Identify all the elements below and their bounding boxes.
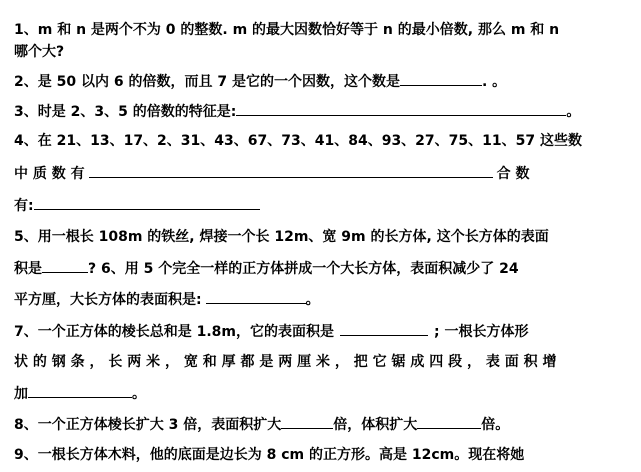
question-6-answer-blank[interactable] [206, 289, 306, 304]
question-7-text-cont: ; 一根长方体形 [434, 324, 529, 340]
question-4-line-3 [14, 195, 260, 216]
question-9-text: 9、一根长方体木料，他的底面是边长为 8 cm 的正方形。高是 12cm。现在将她 [14, 447, 525, 463]
question-7-increase-blank[interactable] [28, 383, 132, 398]
question-7-line-2 [14, 352, 556, 372]
question-5-line-1 [14, 227, 549, 247]
question-2-end: . 。 [481, 74, 507, 90]
question-6-end: 。 [305, 292, 320, 308]
question-7-line-1 [14, 321, 529, 342]
question-7-text-line-3: 加 [14, 386, 28, 402]
question-4-line-1 [14, 131, 582, 151]
question-8-volume-blank[interactable] [417, 414, 481, 429]
question-4-prime-blank[interactable] [89, 163, 493, 178]
question-7-text-line-2: 状 的 钢 条 ， 长 两 米 ， 宽 和 厚 都 是 两 厘 米 ， 把 它 锯 成 四 段 ， 表 面 积 增 [14, 354, 557, 370]
question-5-line-2 [14, 258, 519, 279]
question-4-composite-label: 合 数 [496, 166, 530, 182]
question-5-answer-blank[interactable] [42, 258, 88, 273]
question-6-text: ? 6、用 5 个完全一样的正方体拼成一个大长方体，表面积减少了 24 [88, 261, 519, 277]
question-4-composite-blank[interactable] [34, 195, 260, 210]
question-2-text: 2、是 50 以内 6 的倍数，而且 7 是它的一个因数，这个数是 [14, 74, 400, 90]
question-1-text: 1、m 和 n 是两个不为 0 的整数. m 的最大因数恰好等于 n 的最小倍数, 那么 m 和 n [14, 22, 560, 38]
question-4-text: 4、在 21、13、17、2、31、43、67、73、41、84、93、27、75、11、57 这些数 [14, 133, 582, 149]
question-3-answer-blank[interactable] [236, 101, 566, 116]
question-4-composite-label-cont: 有: [14, 198, 34, 214]
question-3-line [14, 101, 580, 122]
question-1-line-1 [14, 20, 559, 40]
question-8-text: 8、一个正方体棱长扩大 3 倍，表面积扩大 [14, 417, 282, 433]
question-6-line-2 [14, 289, 320, 310]
question-8-area-blank[interactable] [281, 414, 333, 429]
question-7-area-blank[interactable] [340, 321, 428, 336]
question-5-text-cont: 积是 [14, 261, 42, 277]
question-7-end: 。 [132, 386, 146, 402]
question-4-line-2 [14, 163, 530, 184]
question-8-text-cont: 倍，体积扩大 [333, 417, 418, 433]
question-8-end: 倍。 [481, 417, 510, 433]
question-9-line [14, 445, 524, 465]
question-8-line [14, 414, 509, 435]
question-1-line-2 [14, 42, 64, 62]
question-1-text-cont: 哪个大? [14, 44, 65, 60]
question-3-end: 。 [566, 104, 581, 120]
question-7-line-3 [14, 383, 146, 404]
question-6-text-cont: 平方厘，大长方体的表面积是: [14, 292, 202, 308]
question-2-line [14, 71, 506, 92]
question-3-text: 3、时是 2、3、5 的倍数的特征是: [14, 104, 237, 120]
question-5-text: 5、用一根长 108m 的铁丝, 焊接一个长 12m、宽 9m 的长方体, 这个长方体的表面 [14, 229, 549, 245]
question-4-prime-label: 中 质 数 有 [14, 166, 85, 182]
question-7-text: 7、一个正方体的棱长总和是 1.8m，它的表面积是 [14, 324, 335, 340]
question-2-answer-blank[interactable] [400, 71, 482, 86]
